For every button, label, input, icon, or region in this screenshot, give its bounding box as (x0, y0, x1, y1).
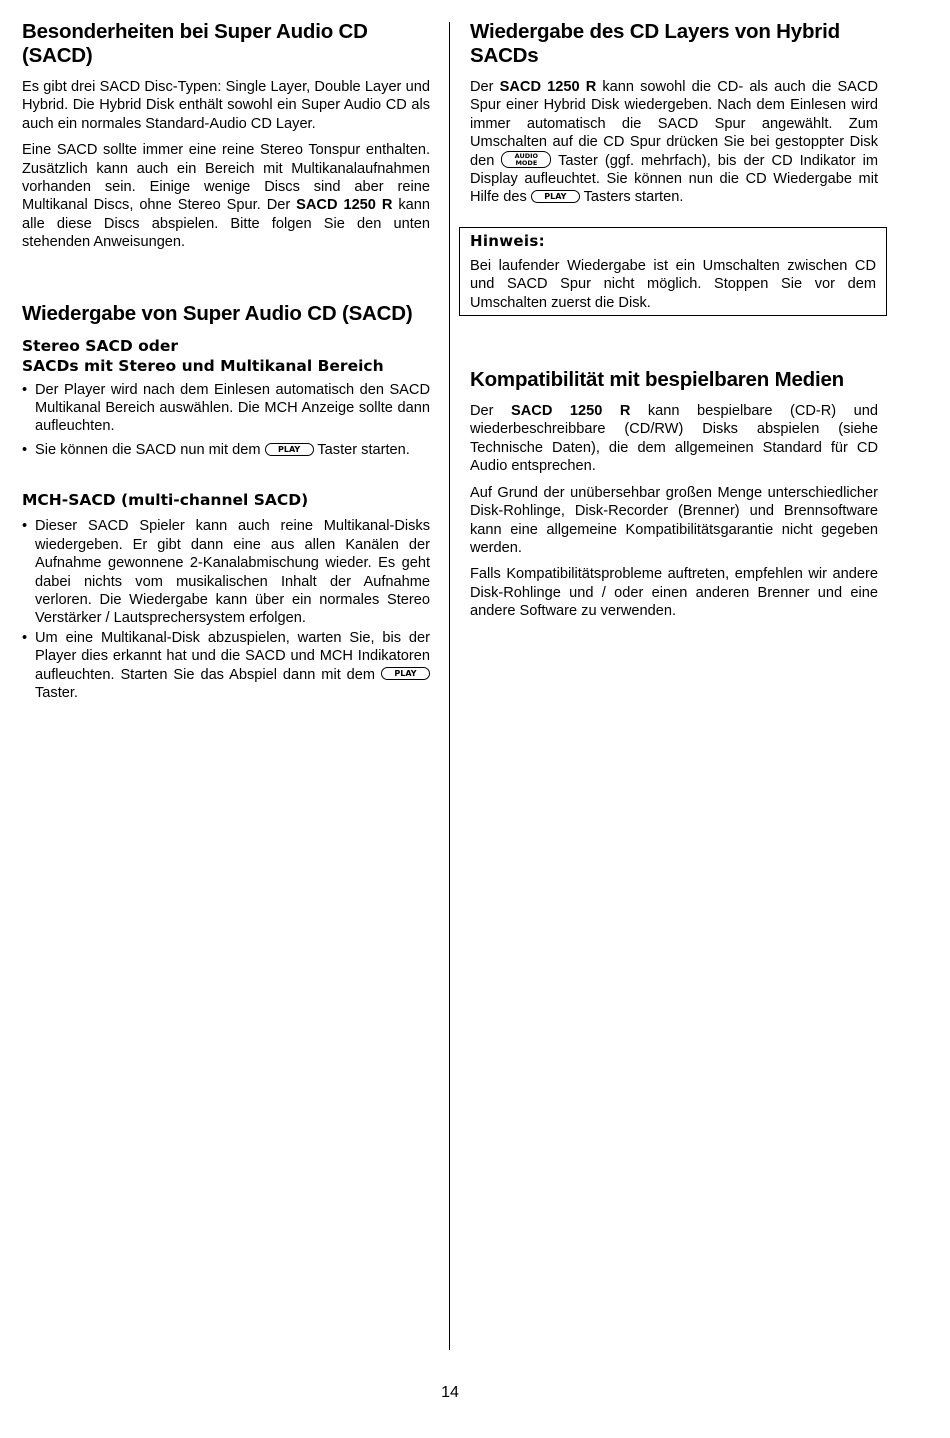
paragraph-compatibility-advice: Falls Kompatibilitätsprobleme auftreten, empfehlen wir andere Disk-Rohlinge und / oder einen anderen Brenner und eine andere Software zu verwenden. (470, 566, 878, 620)
bullet-icon: • (22, 441, 28, 458)
list-item-text: Dieser SACD Spieler kann auch reine Multikanal-Disks wiedergeben. Er gibt dann eine aus allen Kanälen der Aufnahme gewonnene 2-Kanalabmischung wieder. Es geht dabei nichts vom musikalischen Inhalt der Aufnahme verloren. Die Wiedergabe kann über ein normales Stereo Verstärker / Lautsprechersystem erfolgen. (35, 518, 430, 627)
audio-mode-button-icon (501, 151, 551, 168)
right-column (470, 20, 878, 629)
list-item-text: Taster. (35, 684, 78, 701)
paragraph-recordable-media (470, 402, 878, 476)
subheading-line-1: Stereo SACD oder (22, 336, 178, 355)
audio-mode-label-line-2: MODE (515, 158, 538, 167)
audio-mode-label-line-1: AUDIO (514, 152, 539, 161)
heading-compatibility: Kompatibilität mit bespielbaren Medien (470, 368, 844, 392)
bullet-icon: • (22, 381, 28, 398)
left-column (22, 20, 430, 707)
play-button-icon: PLAY (531, 190, 580, 203)
subheading-line-2: SACDs mit Stereo und Multikanal Bereich (22, 356, 384, 375)
model-name: SACD 1250 R (511, 403, 631, 420)
heading-sacd-playback: Wiedergabe von Super Audio CD (SACD) (22, 301, 413, 325)
text-fragment: Taster (ggf. mehrfach), bis der CD Indikator im Display aufleuchtet. Sie können nun die CD Wiedergabe mit Hilfe des (470, 152, 879, 206)
list-mch-sacd (22, 517, 430, 702)
page-number: 14 (441, 1384, 459, 1401)
paragraph-disc-types: Es gibt drei SACD Disc-Typen: Single Layer, Double Layer und Hybrid. Die Hybrid Disk enthält sowohl ein Super Audio CD als auch ein normales Standard-Audio CD Layer. (22, 79, 430, 132)
note-text: Bei laufender Wiedergabe ist ein Umschalten zwischen CD und SACD Spur nicht möglich. Stoppen Sie vor dem Umschalten zuerst die Disk. (470, 257, 876, 311)
list-item-text: Sie können die SACD nun mit dem (35, 441, 265, 458)
subheading-mch-sacd: MCH-SACD (multi-channel SACD) (22, 491, 309, 510)
note-title: Hinweis: (470, 231, 545, 250)
text-fragment: kann sowohl die CD- als auch die SACD Spur einer Hybrid Disk wiedergeben. Nach dem Einlesen wird immer automatisch die SACD Spur angewählt. Zum Umschalten auf die CD Spur drücken Sie bei gestoppter Disk den (470, 79, 878, 169)
list-item-text: Um eine Multikanal-Disk abzuspielen, warten Sie, bis der Player dies erkannt hat und die SACD und MCH Indikatoren aufleuchten. Starten Sie das Abspiel dann mit dem (35, 629, 430, 683)
subheading-stereo-sacd (22, 336, 430, 376)
bullet-icon: • (22, 518, 28, 535)
heading-hybrid-cd-layer: Wiedergabe des CD Layers von Hybrid SACDs (470, 20, 840, 67)
list-stereo-sacd (22, 381, 430, 460)
list-item (22, 381, 430, 436)
list-item (22, 517, 430, 627)
note-box (459, 227, 887, 316)
model-name: SACD 1250 R (499, 79, 597, 95)
text-fragment: Tasters starten. (579, 189, 684, 206)
list-item (22, 441, 430, 459)
text-fragment: Eine SACD sollte immer eine reine Stereo Tonspur enthalten. Zusätzlich kann auch ein Bereich mit Multikanalaufnahmen vorhanden sein. Einige wenige Discs sind aber reine Multikanal Discs, ohne Stereo Spur. Der (22, 142, 430, 214)
heading-sacd-features: Besonderheiten bei Super Audio CD (SACD) (22, 20, 368, 67)
play-button-icon: PLAY (381, 667, 430, 680)
text-fragment: Der (470, 403, 512, 420)
bullet-icon: • (22, 629, 28, 646)
text-fragment: Der (470, 79, 500, 95)
model-name: SACD 1250 R (296, 197, 393, 214)
paragraph-compatibility-guarantee: Auf Grund der unübersehbar großen Menge unterschiedlicher Disk-Rohlinge, Disk-Recorder (Brenner) und Brennsoftware kann eine allgemeine Kompatibilitätsgarantie nicht gegeben werden. (470, 484, 878, 556)
list-item-text: Taster starten. (313, 441, 410, 458)
play-button-icon: PLAY (265, 443, 314, 456)
paragraph-hybrid-playback (470, 78, 878, 207)
text-fragment: kann alle diese Discs abspielen. Bitte folgen Sie den unten stehenden Anweisungen. (22, 197, 430, 251)
column-divider (449, 22, 450, 1350)
list-item (22, 629, 430, 703)
text-fragment: kann bespielbare (CD-R) und wiederbeschreibbare (CD/RW) Disks abspielen (siehe Technische Daten), die dem allgemeinen Standard für CD Audio entsprechen. (470, 403, 878, 475)
paragraph-stereo-track (22, 141, 430, 251)
list-item-text: Der Player wird nach dem Einlesen automatisch den SACD Multikanal Bereich auswählen. Die MCH Anzeige sollte dann aufleuchten. (35, 381, 430, 435)
